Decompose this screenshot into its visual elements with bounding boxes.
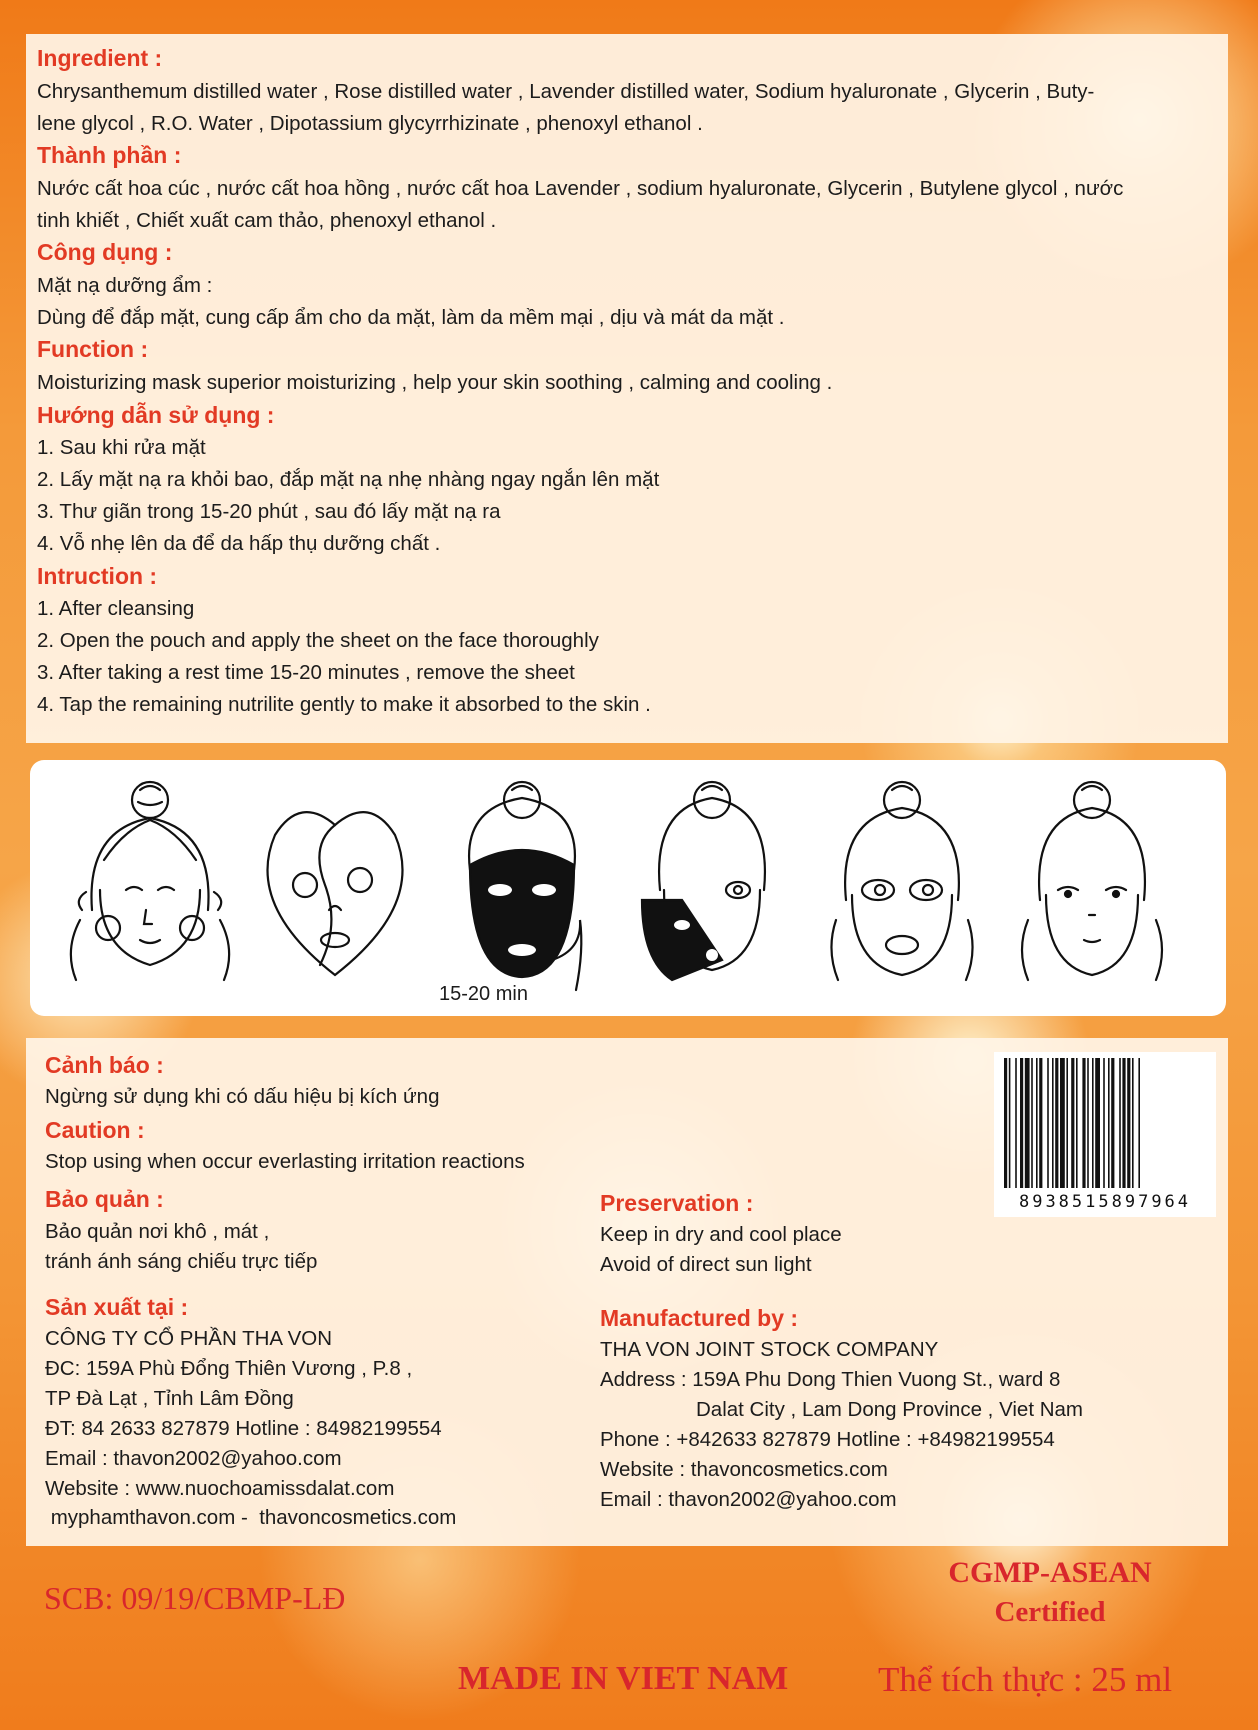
barcode-bar <box>1095 1058 1100 1188</box>
instruction-step: 3. After taking a rest time 15-20 minutes , remove the sheet <box>37 661 575 684</box>
preservation-heading: Preservation : <box>600 1190 754 1216</box>
manufactured-by-line: Website : thavoncosmetics.com <box>600 1458 888 1481</box>
barcode-bar <box>1020 1058 1023 1188</box>
function-line-1: Moisturizing mask superior moisturizing , help your skin soothing , calming and cooling . <box>37 371 833 394</box>
bao-quan-heading: Bảo quản : <box>45 1186 164 1212</box>
manufactured-by-line: Email : thavon2002@yahoo.com <box>600 1488 897 1511</box>
function-heading: Function : <box>37 336 149 362</box>
barcode-bar <box>1138 1058 1140 1188</box>
barcode-bar <box>1047 1058 1049 1188</box>
time-label: 15-20 min <box>439 983 528 1005</box>
barcode-bar <box>1025 1058 1030 1188</box>
manufactured-by-line: THA VON JOINT STOCK COMPANY <box>600 1338 939 1361</box>
san-xuat-line: ĐC: 159A Phù Đổng Thiên Vương , P.8 , <box>45 1357 413 1380</box>
canh-bao-text: Ngừng sử dụng khi có dấu hiệu bị kích ứng <box>45 1085 440 1108</box>
huong-dan-step: 1. Sau khi rửa mặt <box>37 436 206 459</box>
barcode-bar <box>1060 1058 1065 1188</box>
barcode-bar <box>1108 1058 1110 1188</box>
canh-bao-heading: Cảnh báo : <box>45 1052 164 1078</box>
san-xuat-heading: Sản xuất tại : <box>45 1294 189 1320</box>
manufactured-by-line: Dalat City , Lam Dong Province , Viet Nam <box>696 1398 1083 1421</box>
ingredient-line-2: lene glycol , R.O. Water , Dipotassium glycyrrhizinate , phenoxyl ethanol . <box>37 112 703 135</box>
barcode-bar <box>1119 1058 1121 1188</box>
san-xuat-line: ĐT: 84 2633 827879 Hotline : 84982199554 <box>45 1417 442 1440</box>
ingredient-heading: Ingredient : <box>37 45 163 71</box>
barcode-digits: 8938515897964 <box>1018 1192 1192 1212</box>
cgmp-line-2: Certified <box>994 1596 1106 1628</box>
barcode-bar <box>1076 1058 1078 1188</box>
instruction-step: 2. Open the pouch and apply the sheet on the face thoroughly <box>37 629 599 652</box>
barcode-bar <box>1004 1058 1007 1188</box>
barcode-bar <box>1039 1058 1042 1188</box>
instruction-heading: Intruction : <box>37 563 158 589</box>
thanh-phan-line-2: tinh khiết , Chiết xuất cam thảo, phenoxyl ethanol . <box>37 209 497 232</box>
preservation-line-2: Avoid of direct sun light <box>600 1253 812 1276</box>
san-xuat-line: Website : www.nuochoamissdalat.com <box>45 1477 395 1500</box>
made-in-label: MADE IN VIET NAM <box>458 1660 789 1697</box>
barcode-bar <box>1127 1058 1130 1188</box>
barcode-bar <box>1055 1058 1058 1188</box>
cong-dung-heading: Công dụng : <box>37 239 173 265</box>
caution-text: Stop using when occur everlasting irritation reactions <box>45 1150 525 1173</box>
barcode-bar <box>1122 1058 1125 1188</box>
barcode-bar <box>1031 1058 1033 1188</box>
preservation-line-1: Keep in dry and cool place <box>600 1223 842 1246</box>
barcode-bar <box>1082 1058 1085 1188</box>
bao-quan-line-2: tránh ánh sáng chiếu trực tiếp <box>45 1250 318 1273</box>
barcode-bar <box>1087 1058 1089 1188</box>
face-cleansing-illustration <box>71 782 229 980</box>
huong-dan-heading: Hướng dẫn sử dụng : <box>37 402 275 428</box>
face-remove-mask-illustration <box>642 782 765 980</box>
net-volume-label: Thể tích thực : 25 ml <box>878 1660 1173 1699</box>
barcode-bar <box>1092 1058 1094 1188</box>
barcode <box>994 1052 1216 1217</box>
cong-dung-line-1: Mặt nạ dưỡng ẩm : <box>37 274 213 297</box>
thanh-phan-line-1: Nước cất hoa cúc , nước cất hoa hồng , nước cất hoa Lavender , sodium hyaluronate, Glycerin , Butylene glycol , nước <box>37 177 1124 200</box>
barcode-bar <box>1071 1058 1074 1188</box>
barcode-bar <box>1111 1058 1114 1188</box>
instruction-step: 4. Tap the remaining nutrilite gently to make it absorbed to the skin . <box>37 693 651 716</box>
ingredient-line-1: Chrysanthemum distilled water , Rose distilled water , Lavender distilled water, Sodium hyaluronate , Glycerin , Buty- <box>37 80 1095 103</box>
face-clear-illustration <box>1022 782 1162 980</box>
registration-number: SCB: 09/19/CBMP-LĐ <box>44 1580 346 1616</box>
huong-dan-step: 3. Thư giãn trong 15-20 phút , sau đó lấy mặt nạ ra <box>37 500 501 523</box>
huong-dan-step: 2. Lấy mặt nạ ra khỏi bao, đắp mặt nạ nhẹ nhàng ngay ngắn lên mặt <box>37 468 660 491</box>
instruction-step: 1. After cleansing <box>37 597 195 620</box>
san-xuat-line: TP Đà Lạt , Tỉnh Lâm Đồng <box>45 1387 294 1410</box>
face-eye-patch-illustration <box>831 782 972 980</box>
barcode-bars <box>1004 1058 1206 1188</box>
barcode-bar <box>1009 1058 1011 1188</box>
barcode-bar <box>1066 1058 1068 1188</box>
barcode-bar <box>1015 1058 1017 1188</box>
illustration-panel <box>30 760 1226 1016</box>
thanh-phan-heading: Thành phần : <box>37 142 182 168</box>
manufactured-by-line: Phone : +842633 827879 Hotline : +84982199554 <box>600 1428 1055 1451</box>
mask-sheet-illustration <box>268 812 403 975</box>
san-xuat-line: CÔNG TY CỔ PHẦN THA VON <box>45 1327 333 1350</box>
barcode-bar <box>1132 1058 1134 1188</box>
huong-dan-step: 4. Vỗ nhẹ lên da để da hấp thụ dưỡng chất . <box>37 532 441 555</box>
barcode-bar <box>1103 1058 1105 1188</box>
manufactured-by-heading: Manufactured by : <box>600 1305 799 1331</box>
barcode-bar <box>1052 1058 1054 1188</box>
barcode-bar <box>1036 1058 1038 1188</box>
cong-dung-line-2: Dùng để đắp mặt, cung cấp ẩm cho da mặt, làm da mềm mại , dịu và mát da mặt . <box>37 306 785 329</box>
caution-heading: Caution : <box>45 1117 145 1143</box>
bao-quan-line-1: Bảo quản nơi khô , mát , <box>45 1220 270 1243</box>
manufactured-by-line: Address : 159A Phu Dong Thien Vuong St., ward 8 <box>600 1368 1061 1391</box>
san-xuat-line: Email : thavon2002@yahoo.com <box>45 1447 342 1470</box>
san-xuat-line: myphamthavon.com - thavoncosmetics.com <box>45 1506 457 1529</box>
step-illustrations <box>30 760 1226 1016</box>
cgmp-line-1: CGMP-ASEAN <box>948 1556 1152 1589</box>
face-black-mask-illustration <box>469 782 581 990</box>
